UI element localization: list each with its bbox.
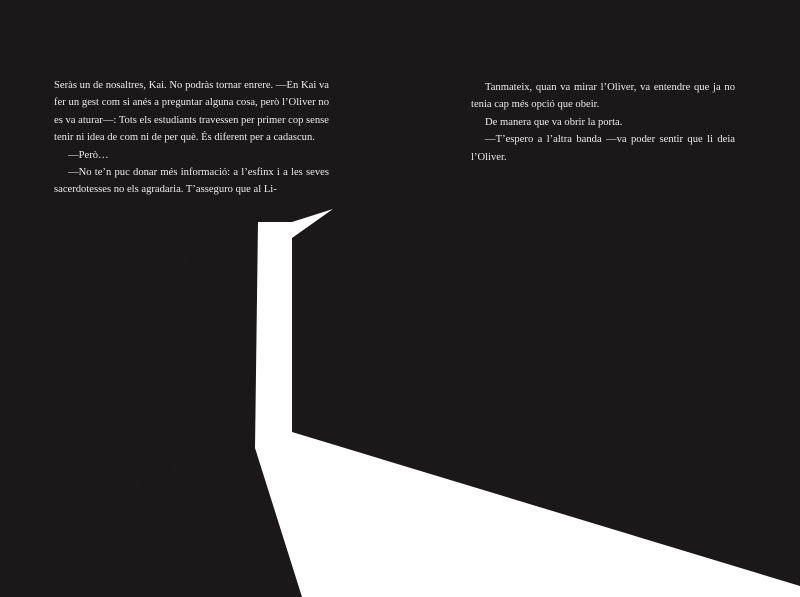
paragraph: —Però… — [68, 149, 109, 161]
paragraph: Tanmateix, quan va mirar l’Oliver, va entendre que ja no tenia cap més opció que obeir. — [471, 82, 735, 111]
paragraph: En pair aquelles paraules, en Kai va ser molt conscient del perill en què es trobava i, de sobte, no va saber com reaccionar-hi. — [54, 410, 250, 457]
paragraph: —No te’n puc donar més informació: a l’esfinx i a les seves sacerdotesses no els agradaria. T’asseguro que al Li- — [54, 167, 329, 196]
paragraph: —Què passa si no sé la resposta de l’enigma de l’esfinx? — [54, 288, 250, 318]
lit-text-block — [54, 199, 250, 495]
paragraph: —T’espero a l’altra banda —va poder sentir que li deia l’Oliver. — [471, 134, 735, 163]
paragraph: L’Oliver el va mirar amb una expressió molt seriosa. — [54, 323, 250, 353]
paragraph: ceu aprendràs què és aquest lloc, entendràs per què existeix el santuari, per què l’endevinalla, per què és tot tan important. Ara no és el moment de comprendre, només de gosar travessar. — [54, 201, 250, 283]
paragraph: —Si l’esfinx rugeix un cop, significarà que estàs en perill. Si ho fa dos cops…, et matarà. — [54, 358, 250, 405]
paragraph: Seràs un de nosaltres, Kai. No podràs tornar enrere. —En Kai va fer un gest com si anés a preguntar alguna cosa, però l’Oliver no es va aturar—: Tots els estudiants travessen per primer cop sense tenir ni idea de com ni de per què. És diferent per a cadascun. — [54, 80, 330, 144]
door-opening — [255, 222, 800, 597]
left-page-text — [54, 77, 329, 495]
paragraph: De manera que va obrir la porta. — [485, 116, 623, 128]
right-page-text — [471, 79, 735, 166]
paragraph: Tenia encara la possibilitat d’arrencar a córrer i deixar tot allò enrere? — [54, 462, 250, 492]
